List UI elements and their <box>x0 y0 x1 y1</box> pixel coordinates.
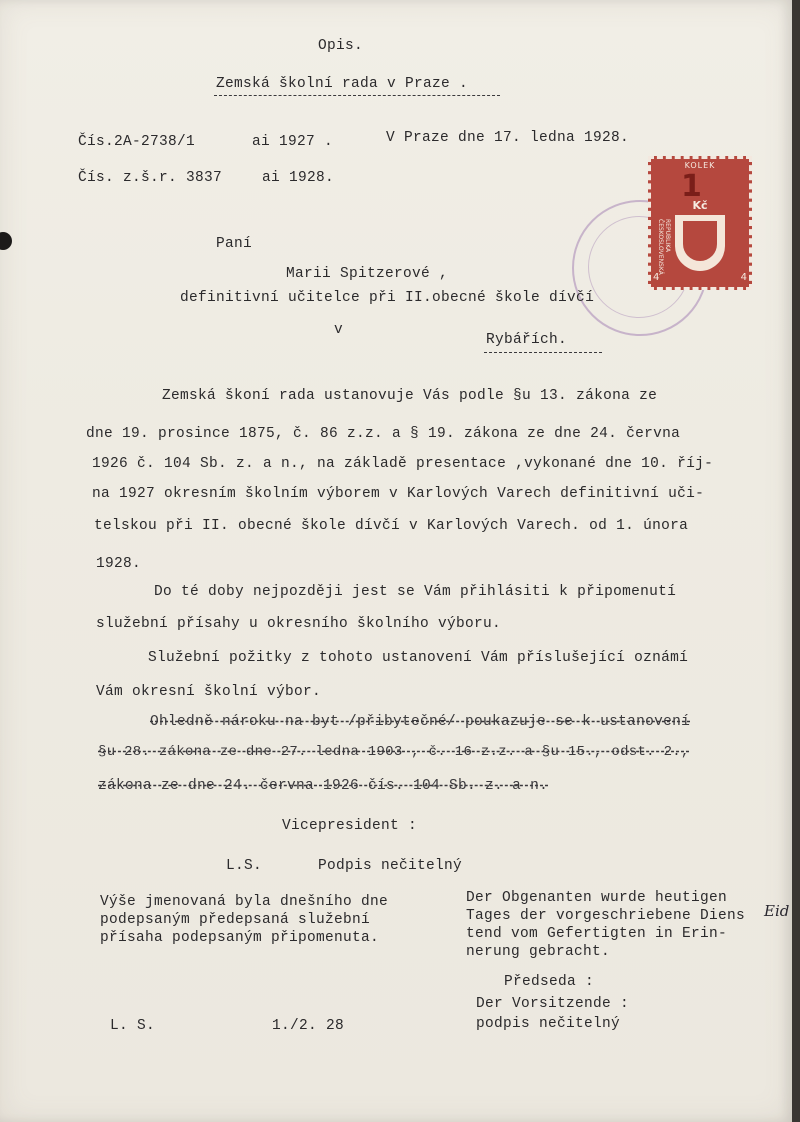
signature-title: Vicepresident : <box>282 818 418 834</box>
stamp-bottom-right: 4 <box>740 272 747 283</box>
reference-number-1: Čís.2A-2738/1 <box>78 134 196 150</box>
struck-line: §u 28. zákona ze dne 27. ledna 1903 , č. 16 z.z. a §u 15., odst. 2., <box>98 744 690 760</box>
struck-line: zákona ze dne 24. června 1926 čís. 104 Sb. z. a n. <box>98 778 549 794</box>
body-line: Služební požitky z tohoto ustanovení Vám příslušející oznámí <box>148 650 689 666</box>
body-line: Do té doby nejpozději jest se Vám přihlásiti k připomenutí <box>154 584 677 600</box>
authority-heading: Zemská školní rada v Praze . <box>216 76 469 92</box>
stamp-currency: Kč <box>692 199 708 212</box>
coat-of-arms-icon <box>675 215 725 271</box>
body-line: služební přísahy u okresního školního výboru. <box>96 616 502 632</box>
footer-ls: L. S. <box>110 1018 156 1034</box>
reference-year-1: ai 1927 . <box>252 134 334 150</box>
oath-de-line: Tages der vorgeschriebene Diens <box>466 908 746 924</box>
struck-line: Ohledně nároku na byt /přibytečné/ poukazuje se k ustanovení <box>150 714 691 730</box>
stamp-top-text: KOLEK <box>684 161 716 170</box>
body-line: dne 19. prosince 1875, č. 86 z.z. a § 19. zákona ze dne 24. června <box>86 426 681 442</box>
body-line: 1928. <box>96 556 142 572</box>
chair-de: Der Vorsitzende : <box>476 996 630 1012</box>
oath-de-line: Der Obgenanten wurde heutigen <box>466 890 728 906</box>
heading-underline <box>214 95 500 96</box>
stamp-side-text: REPUBLIKA ČESKOSLOVENSKÁ <box>657 219 671 275</box>
signature-illegible: Podpis nečitelný <box>318 858 463 874</box>
handwritten-correction: Eid <box>764 902 790 920</box>
signature-ls: L.S. <box>226 858 263 874</box>
oath-de-line: nerung gebracht. <box>466 944 611 960</box>
recipient-position: definitivní učitelce při II.obecné škole dívčí <box>180 290 595 306</box>
oath-cz-line: přísaha podepsaným připomenuta. <box>100 930 380 946</box>
chair-cz: Předseda : <box>504 974 595 990</box>
body-line: 1926 č. 104 Sb. z. a n., na základě presentace ,vykonané dne 10. říj- <box>92 456 714 472</box>
chair-signature: podpis nečitelný <box>476 1016 621 1032</box>
copy-label: Opis. <box>318 38 364 54</box>
place-underline <box>484 352 602 353</box>
revenue-stamp <box>648 156 752 290</box>
body-line: Zemská škoní rada ustanovuje Vás podle §u 13. zákona ze <box>162 388 658 404</box>
stamp-value: 1 <box>681 169 702 204</box>
recipient-name: Marii Spitzerové , <box>286 266 449 282</box>
place-date: V Praze dne 17. ledna 1928. <box>386 130 630 146</box>
oath-cz-line: Výše jmenovaná byla dnešního dne <box>100 894 389 910</box>
body-line: telskou při II. obecné škole dívčí v Karlových Varech. od 1. února <box>94 518 689 534</box>
footer-date: 1./2. 28 <box>272 1018 345 1034</box>
salutation: Paní <box>216 236 253 252</box>
address-v: v <box>334 322 344 338</box>
stamp-bottom <box>653 272 747 283</box>
reference-year-2: ai 1928. <box>262 170 335 186</box>
oath-cz-line: podepsaným předepsaná služební <box>100 912 371 928</box>
recipient-place: Rybářích. <box>486 332 568 348</box>
oath-de-line: tend vom Gefertigten in Erin- <box>466 926 728 942</box>
body-line: Vám okresní školní výbor. <box>96 684 322 700</box>
stamp-bottom-left: 4 <box>653 272 660 283</box>
body-line: na 1927 okresním školním výborem v Karlových Varech definitivní uči- <box>92 486 705 502</box>
reference-number-2: Čís. z.š.r. 3837 <box>78 170 223 186</box>
punch-hole <box>0 232 12 250</box>
